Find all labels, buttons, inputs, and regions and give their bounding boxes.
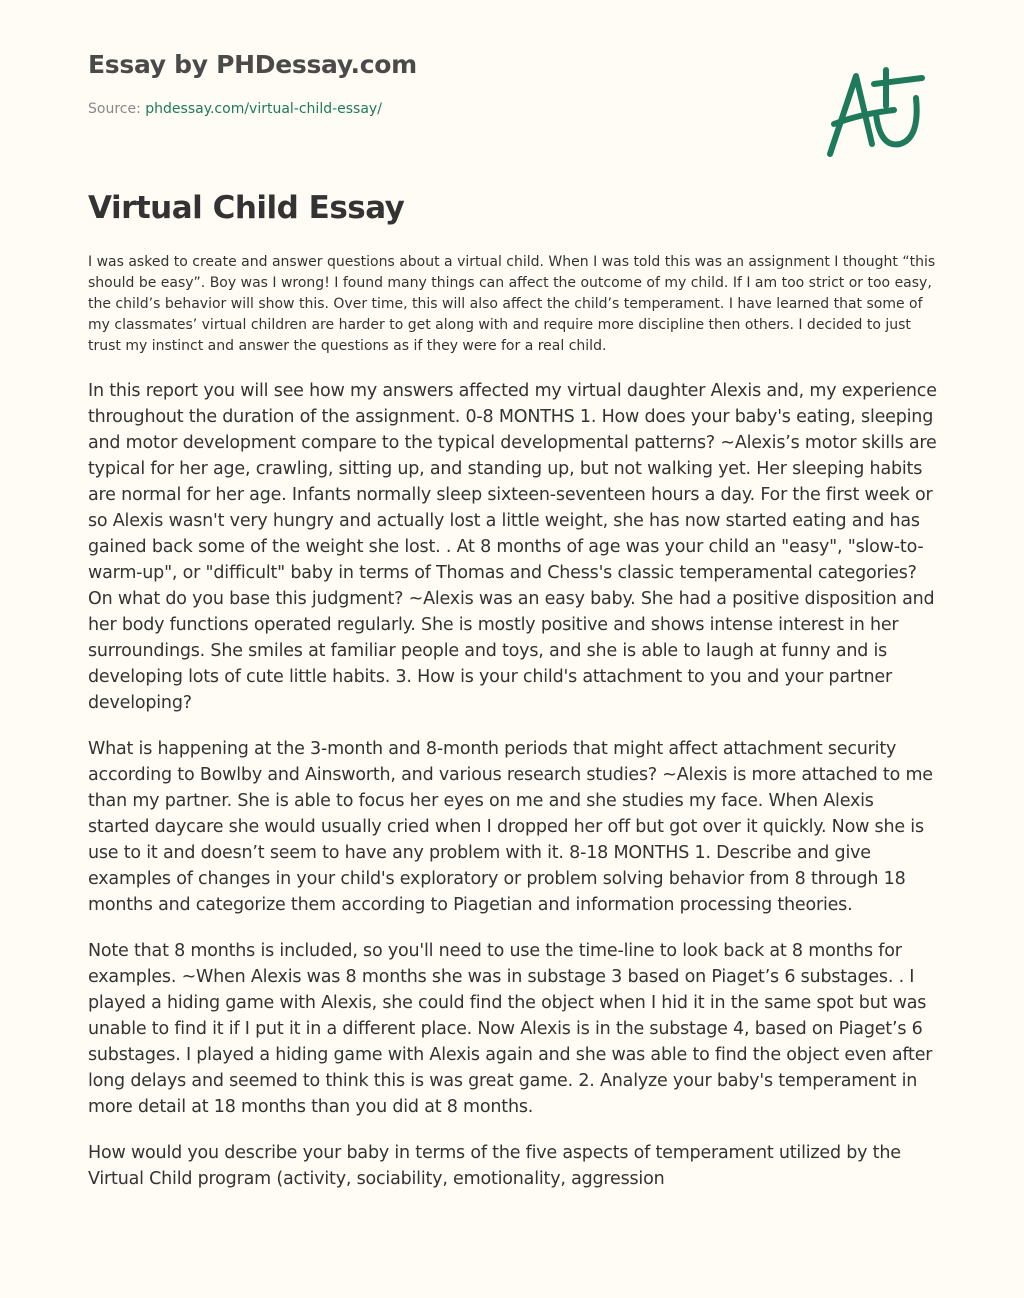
a-plus-logo-icon (820, 62, 930, 162)
essay-intro: I was asked to create and answer questions about a virtual child. When I was told this was an assignment I thought “this should be easy”. Boy was I wrong! I found many things can affect the outcome of my child. If I am too strict or too easy, the child’s behavior will show this. Over time, this will also affect the child’s temperament. I have learned that some of my classmates’ virtual children are harder to get along with and require more discipline then others. I decided to just trust my instinct and answer the questions as if they were for a real child. (88, 254, 936, 354)
essay-paragraph: Note that 8 months is included, so you'll need to use the time-line to look back at 8 months for examples. ~When Alexis was 8 months she was in substage 3 based on Piaget’s 6 substages. . I played a hiding game with Alexis, she could find the object when I hid it in the same spot but was unable to find it if I put it in a different place. Now Alexis is in the substage 4, based on Piaget’s 6 substages. I played a hiding game with Alexis again and she was able to find the object even after long delays and seemed to think this is was great game. 2. Analyze your baby's temperament in more detail at 18 months than you did at 8 months. (88, 941, 933, 1117)
essay-paragraph: In this report you will see how my answers affected my virtual daughter Alexis and, my experience throughout the duration of the assignment. 0-8 MONTHS 1. How does your baby's eating, sleeping and motor development compare to the typical developmental patterns? ~Alexis’s motor skills are typical for her age, crawling, sitting up, and standing up, but not walking yet. Her sleeping habits are normal for her age. Infants normally sleep sixteen-seventeen hours a day. For the first week or so Alexis wasn't very hungry and actually lost a little weight, she has now started eating and has gained back some of the weight she lost. . At 8 months of age was your child an "easy", "slow-to-warm-up", or "difficult" baby in terms of Thomas and Chess's classic temperamental categories? On what do you base this judgment? ~Alexis was an easy baby. She had a positive disposition and her body functions operated regularly. She is mostly positive and shows intense interest in her surroundings. She smiles at familiar people and toys, and she is able to laugh at funny and is developing lots of cute little habits. 3. How is your child's attachment to you and your partner developing? (88, 381, 937, 713)
source-line (88, 101, 382, 117)
site-brand: Essay by PHDessay.com (88, 50, 417, 79)
page-title: Virtual Child Essay (88, 190, 405, 226)
essay-paragraph: What is happening at the 3-month and 8-month periods that might affect attachment security according to Bowlby and Ainsworth, and various research studies? ~Alexis is more attached to me than my partner. She is able to focus her eyes on me and she studies my face. When Alexis started daycare she would usually cried when I dropped her off but got over it quickly. Now she is use to it and doesn’t seem to have any problem with it. 8-18 MONTHS 1. Describe and give examples of changes in your child's exploratory or problem solving behavior from 8 through 18 months and categorize them according to Piagetian and information processing theories. (88, 739, 933, 915)
source-label: Source: (88, 101, 141, 117)
essay-body (88, 252, 940, 1252)
source-link[interactable]: phdessay.com/virtual-child-essay/ (145, 101, 382, 117)
essay-paragraph: How would you describe your baby in terms of the five aspects of temperament utilized by the Virtual Child program (activity, sociability, emotionality, aggression (88, 1143, 901, 1189)
